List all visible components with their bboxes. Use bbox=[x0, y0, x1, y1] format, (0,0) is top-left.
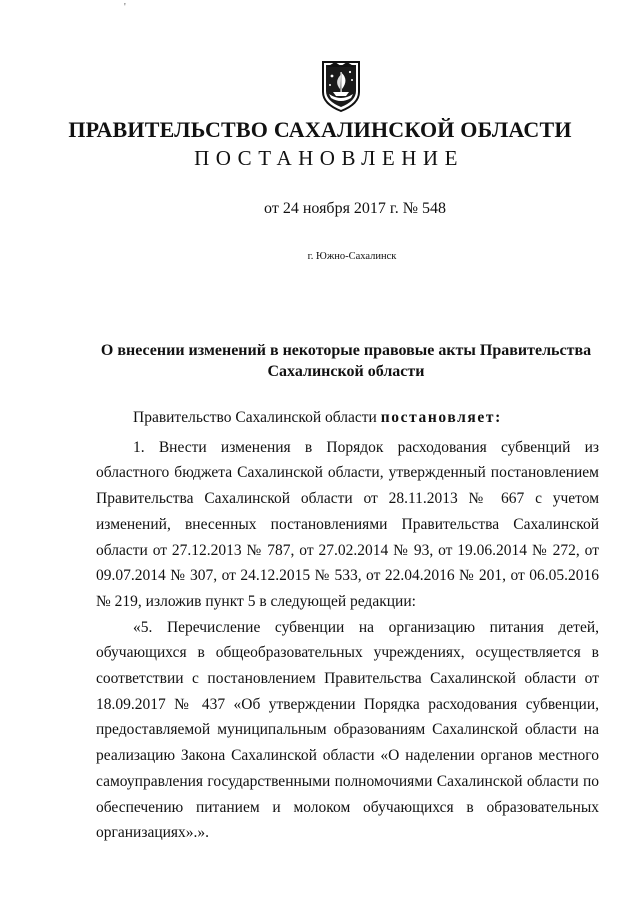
document-type: ПОСТАНОВЛЕНИЕ bbox=[194, 146, 464, 170]
corner-mark: ' bbox=[124, 2, 126, 13]
document-body bbox=[96, 405, 599, 846]
document-date-number: от 24 ноября 2017 г. № 548 bbox=[264, 200, 446, 217]
paragraph-5-quote: «5. Перечисление субвенции на организацию питания детей, обучающихся в общеобразовательных учреждениях, осуществляется в соответствии с постановлением Правительства Сахалинской области от 18.09.2017 № 437 «Об утверждении Порядка расходования субвенции, предоставляемой муниципальным образованиям Сахалинской области на реализацию Закона Сахалинской области «О наделении органов местного самоуправления государственными полномочиями Сахалинской области по обеспечению питанием и молоком обучающихся в образовательных организациях».». bbox=[96, 618, 599, 842]
coat-of-arms-icon bbox=[321, 58, 361, 113]
intro-text: Правительство Сахалинской области bbox=[133, 409, 381, 426]
document-subject: О внесении изменений в некоторые правовые акты Правительства Сахалинской области bbox=[100, 342, 592, 380]
intro-paragraph bbox=[96, 405, 599, 431]
government-title: ПРАВИТЕЛЬСТВО САХАЛИНСКОЙ ОБЛАСТИ bbox=[68, 117, 572, 142]
document-city: г. Южно-Сахалинск bbox=[307, 251, 397, 262]
paragraph-1: 1. Внести изменения в Порядок расходования субвенций из областного бюджета Сахалинской области, утвержденный постановлением Правительства Сахалинской области от 28.11.2013 № 667 с учетом изменений, внесенных постановлениями Правительства Сахалинской области от 27.12.2013 № 787, от 27.02.2014 № 93, от 19.06.2014 № 272, от 09.07.2014 № 307, от 24.12.2015 № 533, от 22.04.2016 № 201, от 06.05.2016 № 219, изложив пункт 5 в следующей редакции: bbox=[96, 438, 599, 610]
intro-emphasis: постановляет: bbox=[380, 409, 502, 426]
